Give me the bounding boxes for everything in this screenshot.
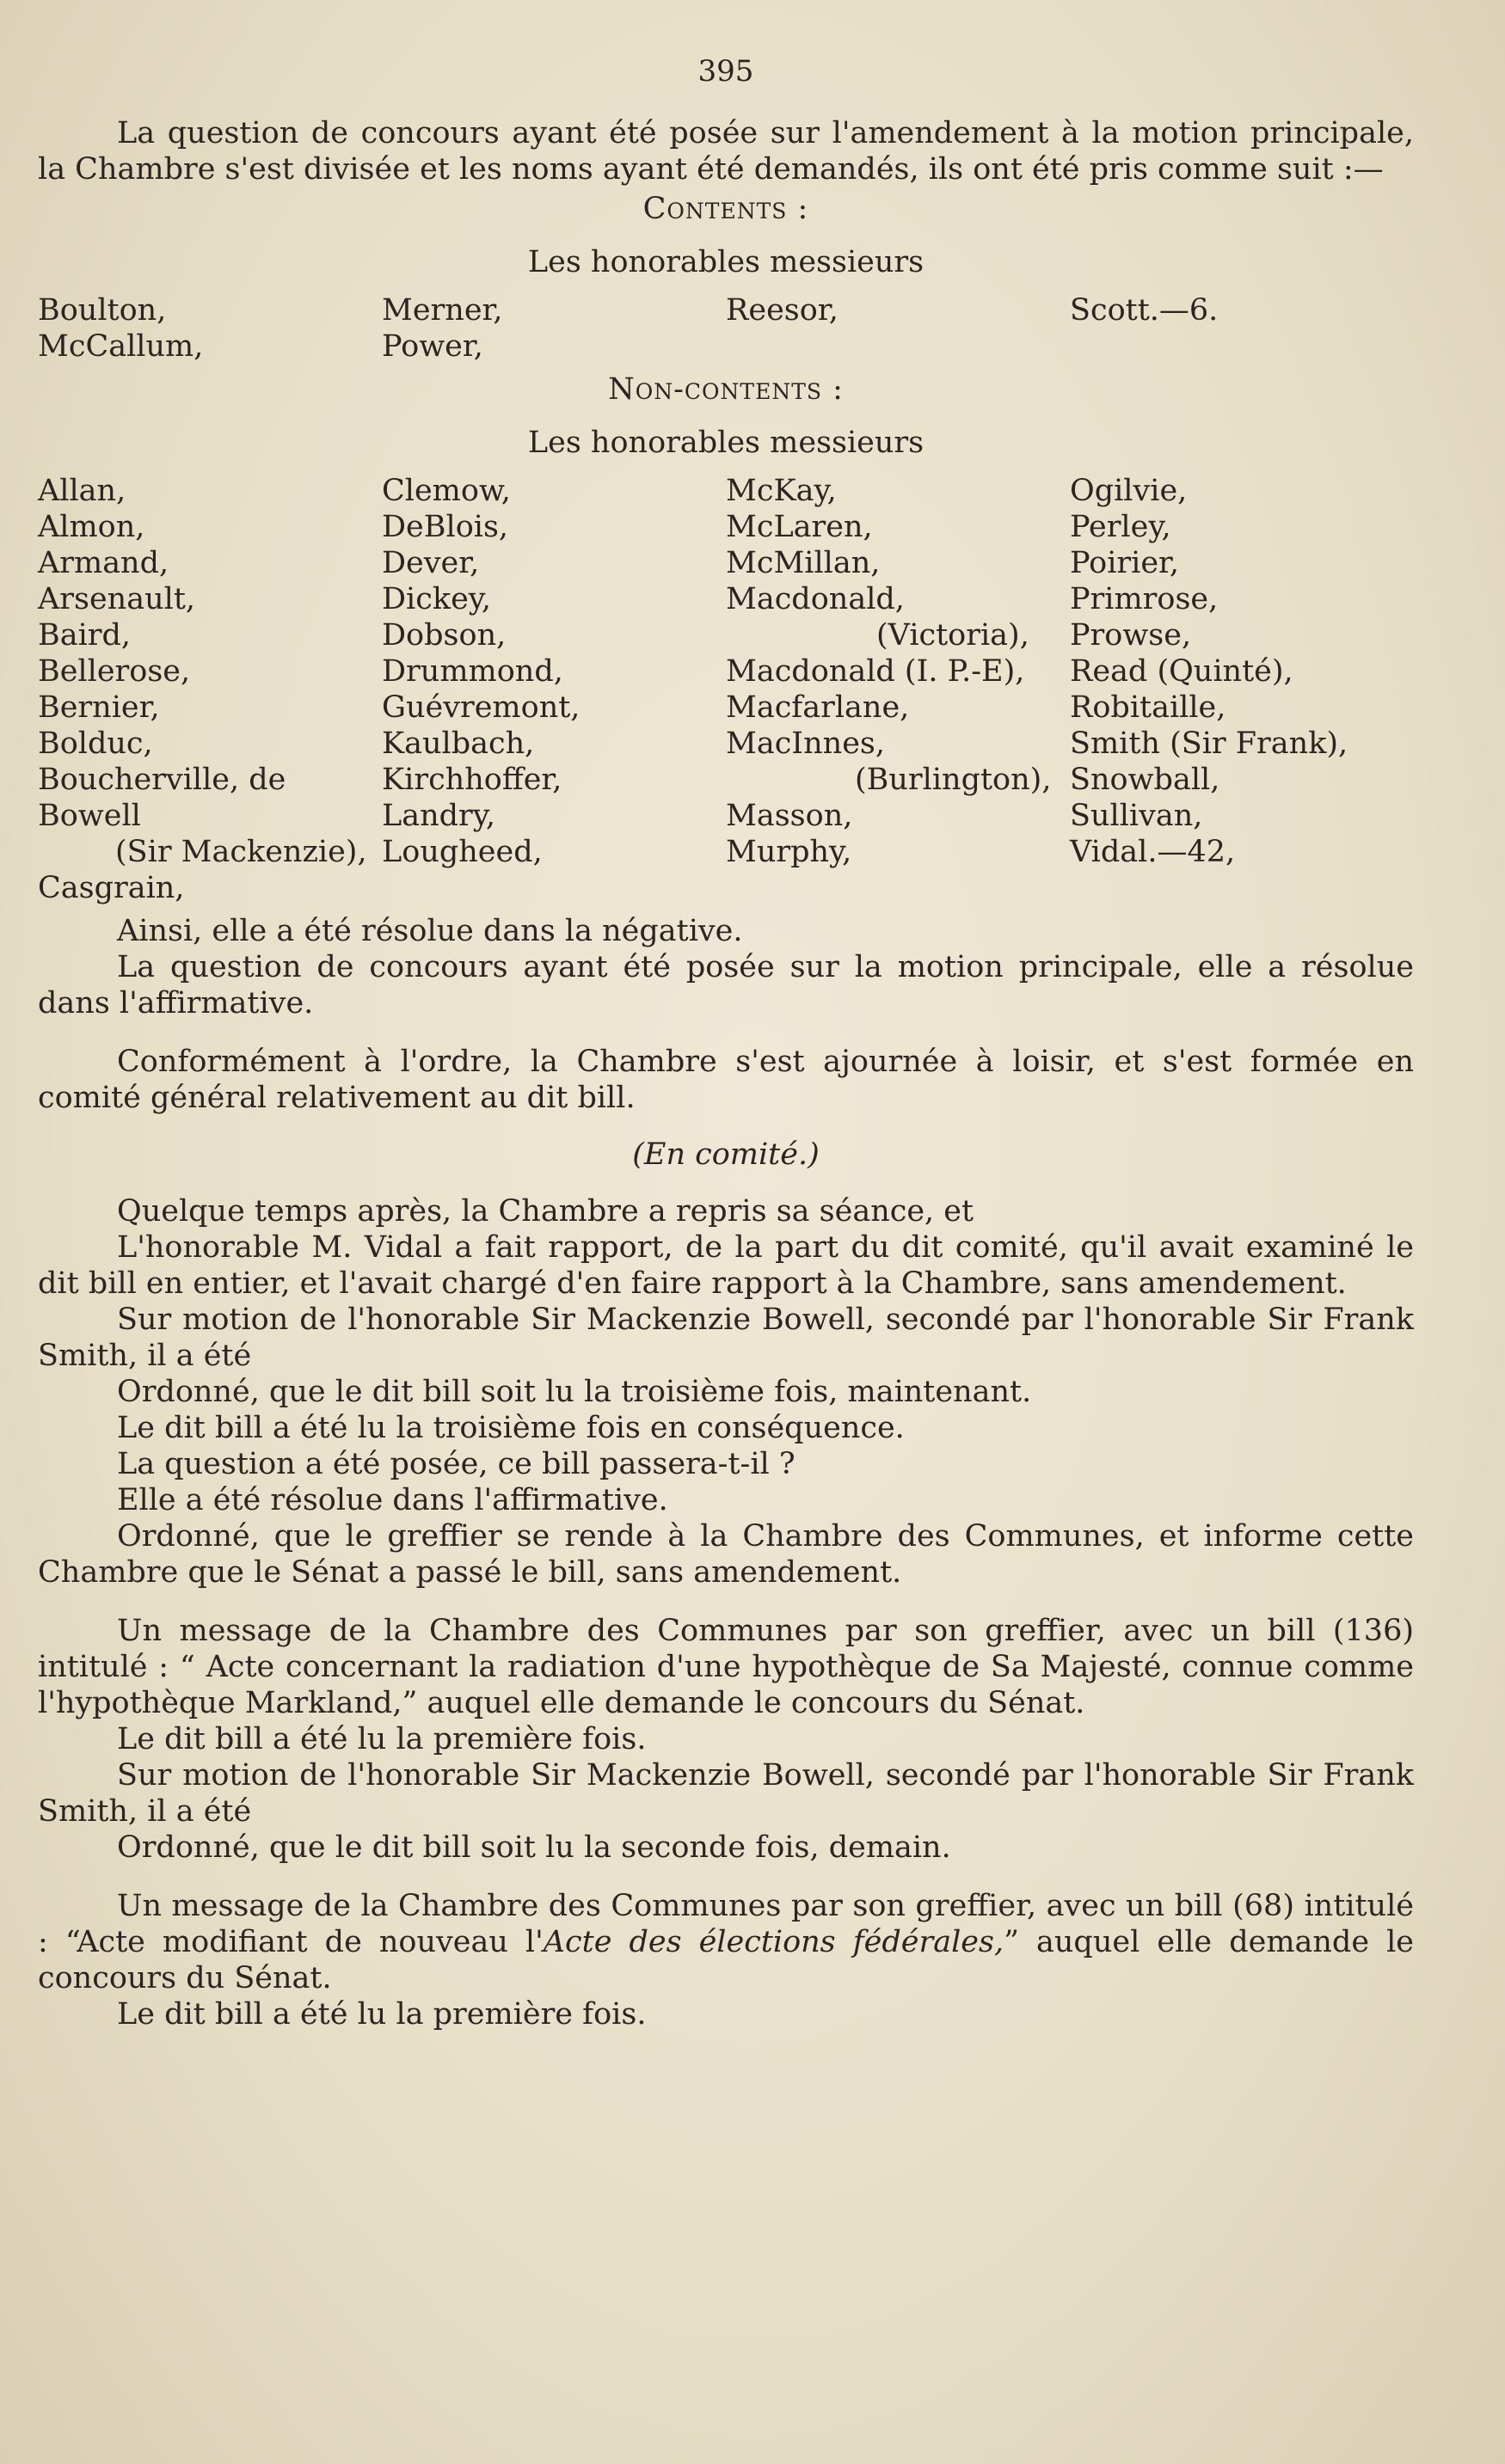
senator-name: McMillan, [726, 546, 881, 580]
paragraph: La question de concours ayant été posée sur la motion principale, elle a résolue dans l'affirmative. [38, 950, 1414, 1021]
senator-name: Kirchhoffer, [382, 763, 562, 797]
non-contents-col-1 [38, 473, 382, 906]
senator-name: Prowse, [1070, 618, 1192, 653]
senator-name: Drummond, [382, 654, 563, 689]
senator-name: MacInnes, [726, 726, 886, 761]
senator-name: Reesor, [726, 293, 838, 328]
senator-name: DeBlois, [382, 510, 509, 544]
senator-name: Macdonald (I. P.-E), [726, 654, 1025, 689]
senator-name: Vidal.—42, [1070, 835, 1236, 869]
senator-name: Smith (Sir Frank), [1070, 726, 1348, 761]
senator-name: Bellerose, [38, 654, 191, 689]
senator-name: Bowell [38, 799, 141, 833]
paragraph [38, 1888, 1414, 1996]
senator-name: Boulton, [38, 293, 167, 328]
senator-name: Poirier, [1070, 546, 1180, 580]
paragraph: Sur motion de l'honorable Sir Mackenzie Bowell, secondé par l'honorable Sir Frank Smith, il a été [38, 1302, 1414, 1373]
senator-name: Casgrain, [38, 871, 185, 905]
senator-name: McCallum, [38, 329, 204, 364]
intro-paragraph: La question de concours ayant été posée sur l'amendement à la motion principale, la Chambre s'est divisée et les noms ayant été demandés, ils ont été pris comme suit :— [38, 116, 1414, 187]
senator-name: Primrose, [1070, 582, 1219, 616]
senator-name: Almon, [38, 510, 145, 544]
contents-heading: Contents : [642, 192, 809, 226]
senator-name: Arsenault, [38, 582, 196, 616]
senator-name: Dickey, [382, 582, 492, 616]
senator-name: Guévremont, [382, 690, 580, 725]
senator-name: McLaren, [726, 510, 873, 544]
paragraph: La question a été posée, ce bill passera-t-il ? [117, 1447, 796, 1481]
non-contents-col-2 [382, 473, 726, 906]
senator-name: Kaulbach, [382, 726, 535, 761]
senator-name: Boucherville, de [38, 763, 286, 797]
senator-name: Landry, [382, 799, 496, 833]
senator-name: Dever, [382, 546, 480, 580]
page-content [38, 53, 1414, 2032]
senator-name: Snowball, [1070, 763, 1220, 797]
contents-col-1 [38, 292, 382, 365]
senator-name: Robitaille, [1070, 690, 1226, 725]
paragraph: Elle a été résolue dans l'affirmative. [117, 1483, 668, 1517]
non-contents-col-3 [726, 473, 1070, 906]
senator-name: Read (Quinté), [1070, 654, 1293, 689]
senator-name: Merner, [382, 293, 503, 328]
senator-name: (Burlington), [855, 763, 1052, 797]
paragraph: Le dit bill a été lu la première fois. [117, 1722, 647, 1756]
senator-name: Dobson, [382, 618, 507, 653]
paragraph: Un message de la Chambre des Communes par son greffier, avec un bill (136) intitulé : “ Acte concernant la radiation d'une hypothèque de Sa Majesté, connue comme l'hypothèque Markland,” auquel elle demande le concours du Sénat. [38, 1614, 1414, 1720]
page-number: 395 [697, 54, 754, 89]
senator-name: (Victoria), [876, 618, 1029, 653]
paragraph: Ordonné, que le dit bill soit lu la troisième fois, maintenant. [117, 1375, 1032, 1409]
paragraph: Le dit bill a été lu la première fois. [117, 1997, 647, 2032]
paragraph: Ainsi, elle a été résolue dans la négative. [117, 914, 743, 948]
paragraph: Le dit bill a été lu la troisième fois en conséquence. [117, 1411, 905, 1445]
paragraph: Quelque temps après, la Chambre a repris sa séance, et [117, 1194, 974, 1229]
non-contents-col-4 [1070, 473, 1414, 906]
senator-name: McKay, [726, 474, 837, 508]
paragraph-text: ” auquel elle demande le concours du Sénat. [38, 1925, 1414, 1995]
paragraph: Conformément à l'ordre, la Chambre s'est ajournée à loisir, et s'est formée en comité général relativement au dit bill. [38, 1045, 1414, 1115]
non-contents-subheading: Les honorables messieurs [527, 426, 924, 460]
senator-name: Clemow, [382, 474, 511, 508]
senator-name: Armand, [38, 546, 169, 580]
senator-name: (Sir Mackenzie), [115, 835, 367, 869]
paragraph: L'honorable M. Vidal a fait rapport, de la part du dit comité, qu'il avait examiné le dit bill en entier, et l'avait chargé d'en faire rapport à la Chambre, sans amendement. [38, 1230, 1414, 1301]
paragraph: Sur motion de l'honorable Sir Mackenzie Bowell, secondé par l'honorable Sir Frank Smith, il a été [38, 1758, 1414, 1829]
non-contents-names [38, 473, 1414, 906]
senator-name: Sullivan, [1070, 799, 1203, 833]
contents-col-2 [382, 292, 726, 365]
senator-name: Murphy, [726, 835, 852, 869]
senator-name: Power, [382, 329, 483, 364]
paragraph-text: Un message de la Chambre des Communes par son greffier, avec un bill (68) intitulé : “Acte modifiant de nouveau l' [38, 1889, 1414, 1959]
senator-name: Baird, [38, 618, 132, 653]
senator-name: Macdonald, [726, 582, 905, 616]
senator-name: Allan, [38, 474, 126, 508]
senator-name: Lougheed, [382, 835, 543, 869]
paragraph: Ordonné, que le greffier se rende à la Chambre des Communes, et informe cette Chambre que le Sénat a passé le bill, sans amendement. [38, 1519, 1414, 1590]
senator-name: Bernier, [38, 690, 160, 725]
senator-name: Bolduc, [38, 726, 153, 761]
senator-name: Scott.—6. [1070, 293, 1219, 328]
contents-col-4 [1070, 292, 1414, 365]
contents-subheading: Les honorables messieurs [527, 245, 924, 279]
contents-names [38, 292, 1414, 365]
contents-col-3 [726, 292, 1070, 365]
senator-name: Perley, [1070, 510, 1171, 544]
non-contents-heading: Non-contents : [608, 372, 844, 407]
senator-name: Masson, [726, 799, 853, 833]
committee-heading: (En comité.) [632, 1137, 820, 1172]
senator-name: Macfarlane, [726, 690, 910, 725]
senator-name: Ogilvie, [1070, 474, 1188, 508]
act-title: Acte des élections fédérales, [543, 1925, 1004, 1959]
paragraph: Ordonné, que le dit bill soit lu la seconde fois, demain. [117, 1830, 951, 1865]
